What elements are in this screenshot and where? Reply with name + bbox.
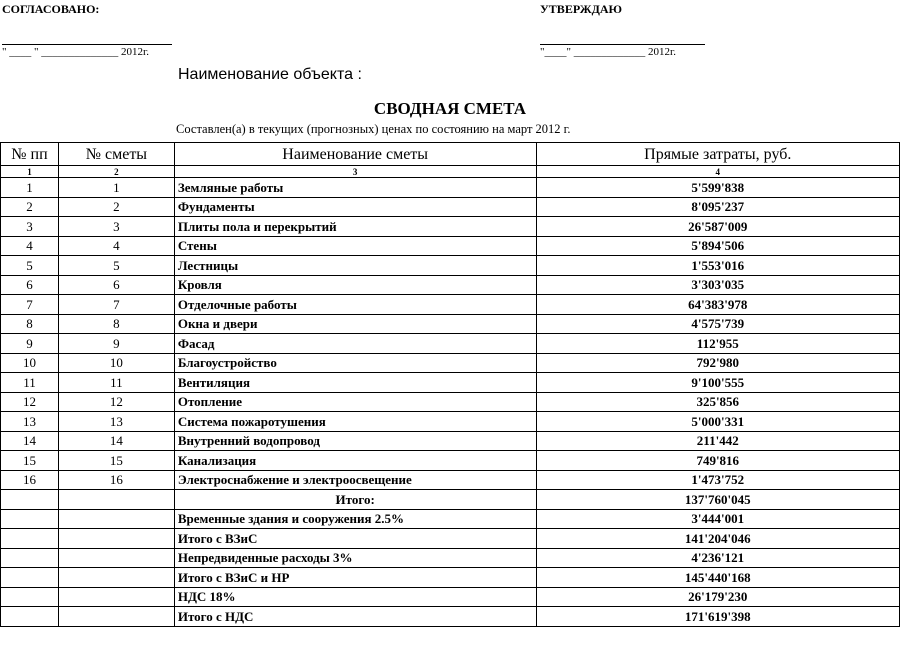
row-estimate-name: Вентиляция xyxy=(174,373,536,393)
total-row xyxy=(1,607,900,627)
row-number: 14 xyxy=(1,431,59,451)
row-number: 9 xyxy=(1,334,59,354)
date-line-left: " ____ " ______________ 2012г. xyxy=(2,46,150,58)
empty-cell xyxy=(58,529,174,549)
total-value: 4'236'121 xyxy=(536,548,899,568)
row-direct-cost: 325'856 xyxy=(536,392,899,412)
total-value: 137'760'045 xyxy=(536,490,899,510)
row-direct-cost: 211'442 xyxy=(536,431,899,451)
row-estimate-name: Отделочные работы xyxy=(174,295,536,315)
row-estimate-number: 3 xyxy=(58,217,174,237)
row-estimate-name: Фундаменты xyxy=(174,197,536,217)
row-estimate-name: Электроснабжение и электроосвещение xyxy=(174,470,536,490)
total-label: Непредвиденные расходы 3% xyxy=(174,548,536,568)
total-value: 3'444'001 xyxy=(536,509,899,529)
empty-cell xyxy=(1,568,59,588)
total-value: 141'204'046 xyxy=(536,529,899,549)
row-direct-cost: 1'553'016 xyxy=(536,256,899,276)
table-row xyxy=(1,197,900,217)
table-row xyxy=(1,451,900,471)
row-estimate-name: Канализация xyxy=(174,451,536,471)
total-label: Временные здания и сооружения 2.5% xyxy=(174,509,536,529)
table-row xyxy=(1,392,900,412)
table-row xyxy=(1,373,900,393)
table-row xyxy=(1,314,900,334)
table-header-row xyxy=(1,143,900,166)
empty-cell xyxy=(58,490,174,510)
table-row xyxy=(1,217,900,237)
table-row xyxy=(1,275,900,295)
row-estimate-number: 15 xyxy=(58,451,174,471)
row-estimate-number: 14 xyxy=(58,431,174,451)
empty-cell xyxy=(1,529,59,549)
row-estimate-number: 4 xyxy=(58,236,174,256)
estimate-table xyxy=(0,142,900,627)
row-estimate-number: 1 xyxy=(58,178,174,198)
row-number: 4 xyxy=(1,236,59,256)
row-direct-cost: 64'383'978 xyxy=(536,295,899,315)
date-line-right: "____" _____________ 2012г. xyxy=(540,46,677,58)
row-number: 11 xyxy=(1,373,59,393)
row-estimate-number: 9 xyxy=(58,334,174,354)
table-row xyxy=(1,470,900,490)
table-row xyxy=(1,295,900,315)
row-estimate-name: Земляные работы xyxy=(174,178,536,198)
row-direct-cost: 8'095'237 xyxy=(536,197,899,217)
empty-cell xyxy=(58,587,174,607)
row-estimate-number: 10 xyxy=(58,353,174,373)
signature-line-left xyxy=(2,44,172,45)
row-estimate-number: 5 xyxy=(58,256,174,276)
row-estimate-name: Отопление xyxy=(174,392,536,412)
table-row xyxy=(1,431,900,451)
empty-cell xyxy=(1,509,59,529)
object-name-label: Наименование объекта : xyxy=(178,66,362,83)
row-estimate-number: 16 xyxy=(58,470,174,490)
empty-cell xyxy=(1,490,59,510)
row-estimate-name: Плиты пола и перекрытий xyxy=(174,217,536,237)
row-direct-cost: 1'473'752 xyxy=(536,470,899,490)
row-number: 10 xyxy=(1,353,59,373)
total-label: Итого с ВЗиС и НР xyxy=(174,568,536,588)
total-label: Итого с ВЗиС xyxy=(174,529,536,549)
row-number: 7 xyxy=(1,295,59,315)
row-estimate-number: 2 xyxy=(58,197,174,217)
total-label: НДС 18% xyxy=(174,587,536,607)
row-estimate-name: Лестницы xyxy=(174,256,536,276)
total-row xyxy=(1,568,900,588)
approved-label: СОГЛАСОВАНО: xyxy=(2,2,100,16)
empty-cell xyxy=(1,607,59,627)
total-label: Итого: xyxy=(174,490,536,510)
row-direct-cost: 26'587'009 xyxy=(536,217,899,237)
row-estimate-number: 7 xyxy=(58,295,174,315)
empty-cell xyxy=(58,509,174,529)
col-header-estimate: № сметы xyxy=(58,143,174,166)
row-estimate-name: Стены xyxy=(174,236,536,256)
row-estimate-name: Благоустройство xyxy=(174,353,536,373)
total-row xyxy=(1,548,900,568)
row-number: 2 xyxy=(1,197,59,217)
table-row xyxy=(1,412,900,432)
row-number: 13 xyxy=(1,412,59,432)
col-header-number: № пп xyxy=(1,143,59,166)
col-number: 3 xyxy=(174,166,536,178)
empty-cell xyxy=(58,548,174,568)
row-estimate-number: 12 xyxy=(58,392,174,412)
table-row xyxy=(1,353,900,373)
empty-cell xyxy=(1,548,59,568)
row-estimate-name: Окна и двери xyxy=(174,314,536,334)
row-estimate-name: Внутренний водопровод xyxy=(174,431,536,451)
row-direct-cost: 792'980 xyxy=(536,353,899,373)
col-header-name: Наименование сметы xyxy=(174,143,536,166)
total-value: 26'179'230 xyxy=(536,587,899,607)
row-number: 12 xyxy=(1,392,59,412)
total-row xyxy=(1,509,900,529)
row-estimate-number: 8 xyxy=(58,314,174,334)
empty-cell xyxy=(58,568,174,588)
row-number: 16 xyxy=(1,470,59,490)
empty-cell xyxy=(58,607,174,627)
row-direct-cost: 4'575'739 xyxy=(536,314,899,334)
row-number: 5 xyxy=(1,256,59,276)
row-direct-cost: 5'599'838 xyxy=(536,178,899,198)
row-number: 15 xyxy=(1,451,59,471)
table-row xyxy=(1,178,900,198)
row-direct-cost: 5'000'331 xyxy=(536,412,899,432)
confirm-label: УТВЕРЖДАЮ xyxy=(540,2,623,16)
row-number: 3 xyxy=(1,217,59,237)
total-label: Итого с НДС xyxy=(174,607,536,627)
total-row xyxy=(1,587,900,607)
total-row xyxy=(1,490,900,510)
page-title: СВОДНАЯ СМЕТА xyxy=(373,99,527,118)
row-direct-cost: 3'303'035 xyxy=(536,275,899,295)
row-number: 6 xyxy=(1,275,59,295)
signature-line-right xyxy=(540,44,705,45)
row-estimate-number: 11 xyxy=(58,373,174,393)
row-estimate-name: Фасад xyxy=(174,334,536,354)
row-number: 1 xyxy=(1,178,59,198)
col-number: 1 xyxy=(1,166,59,178)
col-number: 4 xyxy=(536,166,899,178)
table-row xyxy=(1,334,900,354)
subtitle: Составлен(а) в текущих (прогнозных) ценах по состоянию на март 2012 г. xyxy=(176,122,571,136)
row-estimate-number: 6 xyxy=(58,275,174,295)
total-value: 145'440'168 xyxy=(536,568,899,588)
table-row xyxy=(1,236,900,256)
col-header-cost: Прямые затраты, руб. xyxy=(536,143,899,166)
row-estimate-name: Система пожаротушения xyxy=(174,412,536,432)
column-number-row xyxy=(1,166,900,178)
row-direct-cost: 9'100'555 xyxy=(536,373,899,393)
row-direct-cost: 112'955 xyxy=(536,334,899,354)
row-estimate-number: 13 xyxy=(58,412,174,432)
col-number: 2 xyxy=(58,166,174,178)
row-number: 8 xyxy=(1,314,59,334)
total-row xyxy=(1,529,900,549)
row-estimate-name: Кровля xyxy=(174,275,536,295)
total-value: 171'619'398 xyxy=(536,607,899,627)
table-row xyxy=(1,256,900,276)
row-direct-cost: 5'894'506 xyxy=(536,236,899,256)
empty-cell xyxy=(1,587,59,607)
row-direct-cost: 749'816 xyxy=(536,451,899,471)
